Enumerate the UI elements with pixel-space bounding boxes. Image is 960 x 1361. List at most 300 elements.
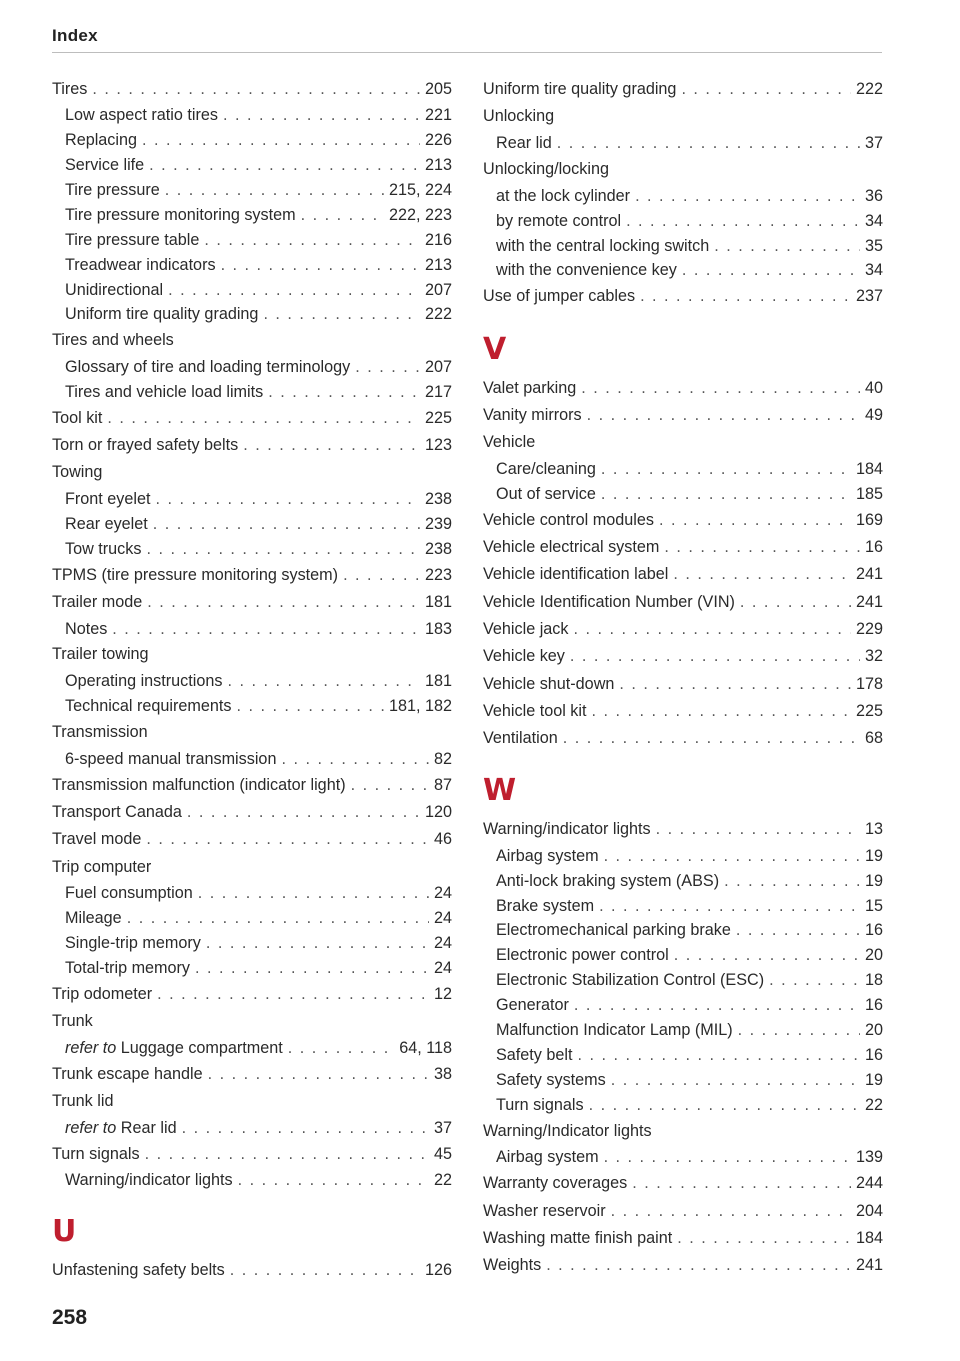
entry-label: Transport Canada <box>52 803 182 821</box>
entry-page-ref: 216 <box>424 230 452 249</box>
entry-label: TPMS (tire pressure monitoring system) <box>52 565 339 584</box>
entry-page-ref: 16 <box>864 921 883 940</box>
entry-page-ref: 68 <box>864 729 883 748</box>
dot-leader <box>208 1061 429 1088</box>
entry-page-ref: 229 <box>855 620 883 638</box>
entry-page-ref: 120 <box>424 803 452 821</box>
entry-label: Electronic Stabilization Control (ESC) <box>496 971 765 990</box>
entry-label: Service life <box>65 156 145 175</box>
entry-label: Treadwear indicators <box>65 255 216 274</box>
page-header <box>52 26 882 46</box>
entry-page-ref: 13 <box>864 820 883 839</box>
entry-page-ref: 244 <box>855 1174 883 1193</box>
dot-leader <box>626 209 860 234</box>
dot-leader <box>673 561 851 588</box>
entry-label: Airbag system <box>496 1148 599 1167</box>
dot-leader <box>601 457 851 482</box>
index-entry-unfastening-safety-belts <box>52 1257 452 1284</box>
index-entry-weights <box>483 1252 883 1279</box>
index-entry-technical-requirements <box>52 694 452 719</box>
dot-leader <box>599 894 860 919</box>
dot-leader <box>587 402 860 429</box>
entry-label: Tires and vehicle load limits <box>65 383 264 401</box>
index-entry-electromechanical-parking-brake <box>483 918 883 943</box>
index-entry-transmission-malfunction-indicator-light <box>52 772 452 799</box>
entry-label: Rear eyelet <box>65 515 148 534</box>
entry-label: Vehicle Identification Number (VIN) <box>483 592 735 611</box>
entry-page-ref: 181 <box>424 593 452 612</box>
entry-label: Use of jumper cables <box>483 287 636 306</box>
index-entry-single-trip-memory <box>52 931 452 956</box>
entry-label: Transmission malfunction (indicator light) <box>52 775 346 794</box>
index-heading-warning-indicator-lights <box>483 1118 883 1146</box>
index-entry-treadwear-indicators <box>52 253 452 278</box>
dot-leader <box>165 178 384 203</box>
index-entry-uniform-tire-quality-grading <box>52 302 452 327</box>
dot-leader <box>601 482 851 507</box>
entry-page-ref: 207 <box>424 280 452 299</box>
index-entry-generator <box>483 993 883 1018</box>
index-entry-with-the-central-locking-switch <box>483 234 883 259</box>
entry-page-ref: 64, 118 <box>399 1039 452 1058</box>
entry-page-ref: 215, 224 <box>388 180 452 199</box>
entry-label: Warning/indicator lights <box>65 1171 233 1190</box>
entry-page-ref: 40 <box>864 378 883 397</box>
index-entry-warranty-coverages <box>483 1170 883 1197</box>
entry-page-ref: 19 <box>864 1070 883 1089</box>
entry-page-ref: 184 <box>855 1228 883 1247</box>
entry-label: Vehicle shut-down <box>483 674 615 693</box>
entry-label: Travel mode <box>52 830 142 849</box>
entry-page-ref: 222 <box>424 305 452 324</box>
entry-label: Trunk escape handle <box>52 1064 203 1083</box>
entry-label: Trip odometer <box>52 984 153 1003</box>
entry-page-ref: 46 <box>433 830 452 849</box>
entry-page-ref: 181 <box>424 672 452 691</box>
entry-label: Single-trip memory <box>65 934 201 953</box>
entry-page-ref: 213 <box>424 156 452 175</box>
entry-page-ref: 19 <box>864 871 883 890</box>
entry-label: Vehicle key <box>483 647 565 666</box>
index-entry-electronic-stabilization-control-esc <box>483 968 883 993</box>
index-entry-travel-mode <box>52 826 452 853</box>
index-entry-rear-lid <box>52 1116 452 1141</box>
dot-leader <box>153 512 420 537</box>
dot-leader <box>604 1145 851 1170</box>
dot-leader <box>682 258 860 283</box>
dot-leader <box>187 799 420 826</box>
dot-leader <box>204 228 420 253</box>
dot-leader <box>112 617 420 642</box>
entry-page-ref: 226 <box>424 131 452 150</box>
entry-page-ref: 45 <box>433 1144 452 1163</box>
dot-leader <box>127 906 429 931</box>
entry-page-ref: 126 <box>424 1261 452 1280</box>
dot-leader <box>664 534 860 561</box>
index-entry-tires-and-vehicle-load-limits <box>52 380 452 405</box>
index-heading-unlocking-locking <box>483 156 883 184</box>
dot-leader <box>546 1252 851 1279</box>
entry-label: Vehicle jack <box>483 620 569 638</box>
entry-label: Malfunction Indicator Lamp (MIL) <box>496 1021 733 1040</box>
dot-leader <box>738 1018 860 1043</box>
index-entry-electronic-power-control <box>483 943 883 968</box>
entry-label <box>65 1036 283 1061</box>
index-entry-vehicle-electrical-system <box>483 534 883 561</box>
index-entry-turn-signals <box>52 1141 452 1168</box>
dot-leader <box>92 76 420 103</box>
entry-page-ref: 205 <box>424 80 452 98</box>
entry-page-ref: 87 <box>433 775 452 794</box>
entry-page-ref: 49 <box>864 405 883 424</box>
index-entry-safety-systems <box>483 1068 883 1093</box>
entry-label: Tire pressure table <box>65 230 200 249</box>
entry-label: Glossary of tire and loading terminology <box>65 358 351 377</box>
dot-leader <box>351 772 429 799</box>
letter-heading-v: V <box>483 331 507 367</box>
entry-label: Vehicle control modules <box>483 510 654 529</box>
index-entry-mileage <box>52 906 452 931</box>
entry-label: Out of service <box>496 484 596 503</box>
dot-leader <box>146 537 420 562</box>
entry-label: Care/cleaning <box>496 460 596 479</box>
index-entry-out-of-service <box>483 482 883 507</box>
entry-page-ref: 238 <box>424 540 452 559</box>
entry-label: Mileage <box>65 909 122 928</box>
entry-label: Front eyelet <box>65 490 151 509</box>
index-entry-tire-pressure-table <box>52 228 452 253</box>
index-entry-front-eyelet <box>52 487 452 512</box>
entry-label: Safety belt <box>496 1045 573 1064</box>
index-heading-vehicle <box>483 429 883 457</box>
index-entry-service-life <box>52 153 452 178</box>
entry-label: Warning/Indicator lights <box>483 1121 652 1140</box>
entry-label: 6-speed manual transmission <box>65 749 277 768</box>
entry-page-ref: 213 <box>424 255 452 274</box>
entry-label: Tow trucks <box>65 540 142 559</box>
index-heading-trunk <box>52 1008 452 1036</box>
entry-label: Trunk <box>52 1012 93 1031</box>
index-entry-turn-signals <box>483 1093 883 1118</box>
entry-page-ref: 184 <box>855 460 883 479</box>
entry-page-ref: 178 <box>855 674 883 693</box>
entry-page-ref: 223 <box>424 565 452 584</box>
index-entry-vehicle-key <box>483 643 883 670</box>
entry-page-ref: 217 <box>424 383 452 401</box>
dot-leader <box>301 203 384 228</box>
index-entry-by-remote-control <box>483 209 883 234</box>
entry-page-ref: 222 <box>855 80 883 98</box>
dot-leader <box>268 380 420 405</box>
entry-label: Anti-lock braking system (ABS) <box>496 871 720 890</box>
entry-page-ref: 20 <box>864 1021 883 1040</box>
entry-label: Notes <box>65 619 108 638</box>
entry-label: Brake system <box>496 896 595 915</box>
entry-label: Tire pressure monitoring system <box>65 205 296 224</box>
page-title: Index <box>52 26 98 45</box>
entry-page-ref: 22 <box>864 1095 883 1114</box>
letter-heading-u: U <box>52 1214 77 1250</box>
entry-page-ref: 241 <box>855 1256 883 1275</box>
dot-leader <box>145 1141 429 1168</box>
entry-page-ref: 123 <box>424 436 452 455</box>
entry-label: Towing <box>52 463 103 482</box>
entry-page-ref: 16 <box>864 996 883 1015</box>
entry-label: Safety systems <box>496 1070 606 1089</box>
entry-page-ref: 139 <box>855 1148 883 1167</box>
dot-leader <box>236 694 384 719</box>
index-entry-with-the-convenience-key <box>483 258 883 283</box>
dot-leader <box>604 844 860 869</box>
entry-page-ref: 181, 182 <box>388 697 452 716</box>
entry-label: Tires <box>52 80 88 98</box>
entry-page-ref: 225 <box>424 408 452 427</box>
dot-leader <box>198 881 429 906</box>
dot-leader <box>206 931 429 956</box>
header-divider <box>52 52 882 53</box>
index-entry-torn-or-frayed-safety-belts <box>52 432 452 459</box>
letter-heading-w: W <box>483 773 517 809</box>
entry-page-ref: 24 <box>433 959 452 978</box>
dot-leader <box>146 826 429 853</box>
entry-page-ref: 19 <box>864 846 883 865</box>
dot-leader <box>714 234 860 259</box>
entry-label: Electromechanical parking brake <box>496 921 731 940</box>
index-heading-unlocking <box>483 103 883 131</box>
index-entry-trunk-escape-handle <box>52 1061 452 1088</box>
index-entry-vanity-mirrors <box>483 402 883 429</box>
index-entry-replacing <box>52 128 452 153</box>
entry-page-ref: 225 <box>855 701 883 720</box>
entry-page-ref: 38 <box>433 1064 452 1083</box>
index-entry-tire-pressure <box>52 178 452 203</box>
dot-leader <box>724 869 860 894</box>
index-entry-warning-indicator-lights <box>52 1168 452 1193</box>
index-entry-safety-belt <box>483 1043 883 1068</box>
entry-page-ref: 237 <box>855 287 883 306</box>
entry-label: Vehicle electrical system <box>483 538 660 557</box>
index-entry-tpms-tire-pressure-monitoring-system <box>52 562 452 589</box>
cross-reference-prefix: refer to <box>65 1039 117 1058</box>
entry-page-ref: 204 <box>855 1201 883 1220</box>
index-entry-operating-instructions <box>52 669 452 694</box>
entry-page-ref: 24 <box>433 884 452 903</box>
index-entry-rear-eyelet <box>52 512 452 537</box>
dot-leader <box>149 153 420 178</box>
entry-label: Weights <box>483 1256 542 1275</box>
dot-leader <box>681 76 851 103</box>
entry-label: Unidirectional <box>65 280 164 299</box>
entry-label: with the central locking switch <box>496 236 710 255</box>
entry-label: Uniform tire quality grading <box>65 305 259 324</box>
cross-reference-target: Luggage compartment <box>120 1039 283 1058</box>
dot-leader <box>168 278 420 303</box>
entry-page-ref: 34 <box>864 211 883 230</box>
index-entry-tire-pressure-monitoring-system <box>52 203 452 228</box>
index-entry-rear-lid <box>483 131 883 156</box>
dot-leader <box>589 1093 860 1118</box>
cross-reference-prefix: refer to <box>65 1119 117 1138</box>
dot-leader <box>635 184 860 209</box>
index-heading-trailer-towing <box>52 641 452 669</box>
entry-page-ref: 24 <box>433 934 452 953</box>
entry-label: Operating instructions <box>65 672 223 691</box>
index-entry-glossary-of-tire-and-loading-terminology <box>52 355 452 380</box>
index-entry-washing-matte-finish-paint <box>483 1225 883 1252</box>
entry-label: Electronic power control <box>496 946 669 965</box>
page-number: 258 <box>52 1306 88 1329</box>
dot-leader <box>221 253 420 278</box>
entry-label: Vehicle <box>483 433 536 452</box>
entry-label: by remote control <box>496 211 622 230</box>
index-entry-airbag-system <box>483 844 883 869</box>
entry-label: Turn signals <box>496 1095 584 1114</box>
entry-page-ref: 20 <box>864 946 883 965</box>
dot-leader <box>195 956 429 981</box>
dot-leader <box>573 616 851 643</box>
dot-leader <box>632 1170 851 1197</box>
dot-leader <box>674 943 860 968</box>
entry-label: Trip computer <box>52 857 152 876</box>
entry-label: Tool kit <box>52 408 103 427</box>
dot-leader <box>563 725 860 752</box>
entry-label: Washer reservoir <box>483 1201 606 1220</box>
entry-page-ref: 183 <box>424 619 452 638</box>
entry-label: Vehicle identification label <box>483 565 669 584</box>
entry-page-ref: 37 <box>433 1119 452 1138</box>
entry-page-ref: 207 <box>424 358 452 377</box>
index-entry-warning-indicator-lights <box>483 816 883 843</box>
dot-leader <box>157 981 429 1008</box>
index-column-left <box>52 76 452 1284</box>
entry-page-ref: 169 <box>855 510 883 529</box>
entry-label: Washing matte finish paint <box>483 1228 673 1247</box>
entry-page-ref: 24 <box>433 909 452 928</box>
dot-leader <box>574 993 860 1018</box>
entry-label: at the lock cylinder <box>496 186 631 205</box>
entry-page-ref: 22 <box>433 1171 452 1190</box>
entry-page-ref: 241 <box>855 565 883 584</box>
index-entry-notes <box>52 617 452 642</box>
dot-leader <box>155 487 420 512</box>
dot-leader <box>640 283 851 310</box>
entry-label: Technical requirements <box>65 697 232 716</box>
entry-page-ref: 221 <box>424 106 452 125</box>
index-entry-tires <box>52 76 452 103</box>
entry-label: Low aspect ratio tires <box>65 106 218 125</box>
dot-leader <box>570 643 860 670</box>
entry-page-ref: 82 <box>433 749 452 768</box>
entry-page-ref: 37 <box>864 134 883 153</box>
dot-leader <box>238 1168 429 1193</box>
index-entry-anti-lock-braking-system-abs <box>483 869 883 894</box>
entry-label: Trailer towing <box>52 645 149 664</box>
entry-label: Turn signals <box>52 1144 140 1163</box>
index-entry-luggage-compartment <box>52 1036 452 1061</box>
dot-leader <box>355 355 420 380</box>
dot-leader <box>611 1068 860 1093</box>
index-entry-brake-system <box>483 894 883 919</box>
index-entry-airbag-system <box>483 1145 883 1170</box>
entry-label: Warning/indicator lights <box>483 820 651 839</box>
index-heading-transmission <box>52 719 452 747</box>
index-entry-low-aspect-ratio-tires <box>52 103 452 128</box>
index-entry-ventilation <box>483 725 883 752</box>
index-heading-trip-computer <box>52 854 452 882</box>
entry-label: Valet parking <box>483 378 577 397</box>
entry-label: Total-trip memory <box>65 959 191 978</box>
dot-leader <box>736 918 860 943</box>
dot-leader <box>659 507 851 534</box>
entry-label: Trunk lid <box>52 1092 114 1111</box>
entry-page-ref: 15 <box>864 896 883 915</box>
entry-label <box>65 1116 177 1141</box>
entry-page-ref: 36 <box>864 186 883 205</box>
dot-leader <box>182 1116 429 1141</box>
dot-leader <box>142 128 420 153</box>
entry-label: Airbag system <box>496 846 599 865</box>
index-entry-vehicle-shut-down <box>483 671 883 698</box>
index-entry-tool-kit <box>52 405 452 432</box>
dot-leader <box>343 562 420 589</box>
entry-page-ref: 32 <box>864 647 883 666</box>
entry-page-ref: 238 <box>424 490 452 509</box>
dot-leader <box>227 669 420 694</box>
dot-leader <box>611 1198 851 1225</box>
entry-page-ref: 34 <box>864 261 883 280</box>
index-entry-valet-parking <box>483 375 883 402</box>
dot-leader <box>578 1043 860 1068</box>
entry-label: Warranty coverages <box>483 1174 628 1193</box>
index-entry-transport-canada <box>52 799 452 826</box>
dot-leader <box>223 103 420 128</box>
index-entry-care-cleaning <box>483 457 883 482</box>
index-entry-vehicle-control-modules <box>483 507 883 534</box>
dot-leader <box>263 302 420 327</box>
dot-leader <box>557 131 860 156</box>
entry-label: Unfastening safety belts <box>52 1261 225 1280</box>
dot-leader <box>591 698 851 725</box>
dot-leader <box>677 1225 851 1252</box>
dot-leader <box>147 589 420 616</box>
index-entry-trip-odometer <box>52 981 452 1008</box>
entry-label: Unlocking <box>483 107 555 126</box>
index-entry-total-trip-memory <box>52 956 452 981</box>
entry-label: with the convenience key <box>496 261 677 280</box>
index-entry-6-speed-manual-transmission <box>52 747 452 772</box>
entry-page-ref: 35 <box>864 236 883 255</box>
dot-leader <box>243 432 420 459</box>
entry-page-ref: 16 <box>864 1045 883 1064</box>
entry-page-ref: 185 <box>855 484 883 503</box>
index-heading-trunk-lid <box>52 1088 452 1116</box>
index-entry-malfunction-indicator-lamp-mil <box>483 1018 883 1043</box>
index-entry-uniform-tire-quality-grading <box>483 76 883 103</box>
entry-label: Trailer mode <box>52 593 143 612</box>
entry-page-ref: 18 <box>864 971 883 990</box>
dot-leader <box>619 671 851 698</box>
dot-leader <box>288 1036 394 1061</box>
entry-page-ref: 241 <box>855 592 883 611</box>
dot-leader <box>740 589 851 616</box>
entry-label: Rear lid <box>496 134 552 153</box>
index-entry-unidirectional <box>52 278 452 303</box>
entry-label: Tires and wheels <box>52 331 174 350</box>
entry-page-ref: 222, 223 <box>388 205 452 224</box>
dot-leader <box>107 405 420 432</box>
index-entry-tow-trucks <box>52 537 452 562</box>
dot-leader <box>281 747 429 772</box>
